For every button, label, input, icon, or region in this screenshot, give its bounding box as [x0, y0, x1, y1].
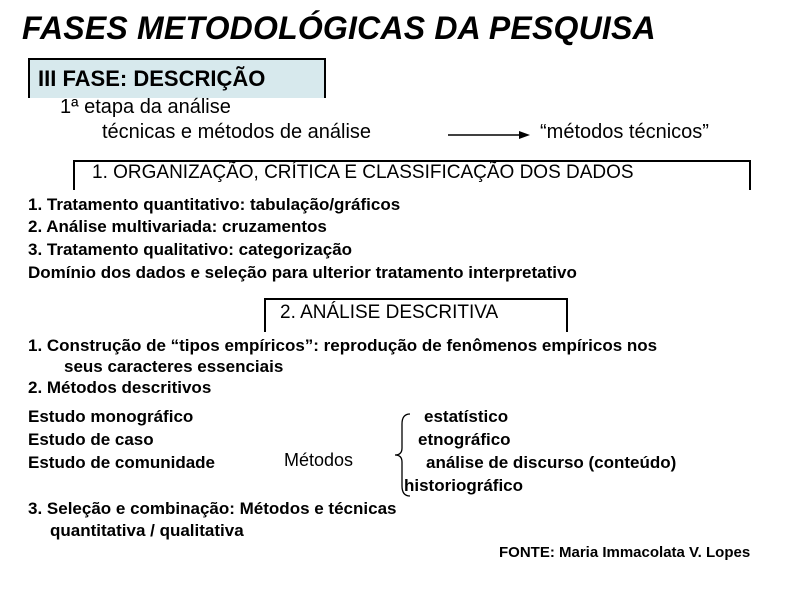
section1-heading: 1. ORGANIZAÇÃO, CRÍTICA E CLASSIFICAÇÃO DOS DADOS — [73, 160, 751, 190]
stage-left-text: técnicas e métodos de análise — [102, 121, 372, 143]
stage-label: 1ª etapa da análise — [60, 96, 231, 118]
section2-item3-line2: quantitativa / qualitativa — [50, 521, 244, 540]
source-citation: FONTE: Maria Immacolata V. Lopes — [499, 544, 751, 561]
method-statistical: estatístico — [424, 407, 509, 426]
section2-heading: 2. ANÁLISE DESCRITIVA — [264, 298, 568, 332]
section2-item1-line2: seus caracteres essenciais — [64, 357, 284, 376]
right-arrow-icon — [448, 124, 530, 140]
section2-item1-line1: 1. Construção de “tipos empíricos”: reprodução de fenômenos empíricos nos — [28, 336, 658, 355]
page-title: FASES METODOLÓGICAS DA PESQUISA — [22, 10, 656, 46]
method-ethnographic: etnográfico — [418, 430, 511, 449]
section1-item-2: 2. Análise multivariada: cruzamentos — [28, 217, 327, 236]
phase-heading: III FASE: DESCRIÇÃO — [28, 58, 326, 98]
section1-item-4: Domínio dos dados e seleção para ulterior tratamento interpretativo — [28, 263, 577, 282]
section2-item3-line1: 3. Seleção e combinação: Métodos e técnicas — [28, 499, 397, 518]
stage-right-text: “métodos técnicos” — [540, 121, 709, 143]
method-discourse-analysis: análise de discurso (conteúdo) — [426, 453, 677, 472]
section1-item-3: 3. Tratamento qualitativo: categorização — [28, 240, 353, 259]
methods-label: Métodos — [284, 450, 354, 470]
study-monographic: Estudo monográfico — [28, 407, 194, 426]
section2-item2: 2. Métodos descritivos — [28, 378, 212, 397]
section1-item-1: 1. Tratamento quantitativo: tabulação/gráficos — [28, 195, 401, 214]
study-case: Estudo de caso — [28, 430, 154, 449]
study-community: Estudo de comunidade — [28, 453, 216, 472]
method-historiographic: historiográfico — [404, 476, 524, 495]
